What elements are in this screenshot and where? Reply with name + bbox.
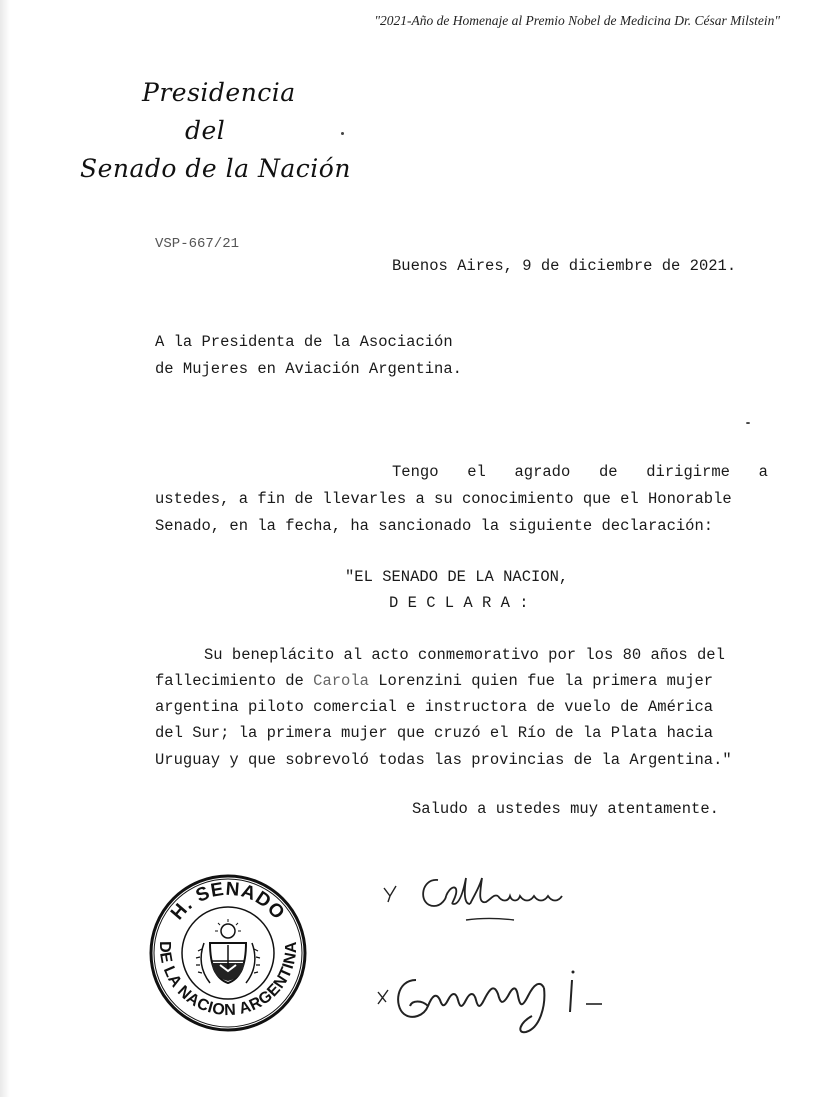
declaration-heading: "EL SENADO DE LA NACION, [345, 568, 569, 586]
letterhead-line-3: Senado de la Nación [80, 154, 351, 183]
stray-mark [341, 132, 344, 135]
senate-seal [148, 873, 308, 1033]
intro-word: agrado [514, 463, 571, 481]
text-segment: Lorenzini quien fue la primera mujer [368, 672, 714, 690]
seal-text-top: H. SENADO [166, 878, 289, 925]
closing-line: Saludo a ustedes muy atentamente. [412, 800, 719, 818]
letterhead-line-1: Presidencia [142, 78, 296, 107]
intro-word: a [758, 463, 768, 481]
intro-line-1 [392, 463, 768, 481]
reference-number: VSP-667/21 [155, 236, 240, 252]
declaration-body-line-1: Su beneplácito al acto conmemorativo por los 80 años del [204, 646, 725, 664]
highlighted-name: Carola [313, 672, 369, 690]
intro-word: Tengo [392, 463, 439, 481]
intro-word: de [598, 463, 618, 481]
header-motto: "2021-Año de Homenaje al Premio Nobel de Medicina Dr. César Milstein" [374, 13, 780, 28]
text-segment: fallecimiento de [155, 672, 314, 690]
signature-1 [380, 868, 590, 938]
page-edge-shadow [0, 0, 10, 1097]
declaration-verb: D E C L A R A : [389, 594, 529, 612]
addressee-line-1: A la Presidenta de la Asociación [155, 333, 453, 351]
letterhead-line-2: del [185, 116, 226, 145]
addressee-line-2: de Mujeres en Aviación Argentina. [155, 360, 462, 378]
seal-text-bottom: DE LA NACION ARGENTINA [155, 941, 301, 1020]
declaration-body-line-2 [155, 672, 713, 690]
intro-line-3: Senado, en la fecha, ha sancionado la siguiente declaración: [155, 517, 714, 535]
declaration-body-line-5: Uruguay y que sobrevoló todas las provincias de la Argentina." [155, 751, 732, 769]
declaration-body-line-4: del Sur; la primera mujer que cruzó el Río de la Plata hacia [155, 724, 714, 742]
intro-word: dirigirme [646, 463, 730, 481]
intro-line-2: ustedes, a fin de llevarles a su conocimiento que el Honorable [155, 490, 732, 508]
coat-of-arms-icon [196, 919, 260, 983]
signature-2 [376, 966, 626, 1038]
svg-text:H. SENADO [167, 879, 289, 924]
intro-word: el [467, 463, 486, 481]
stray-mark [746, 422, 750, 424]
date-line: Buenos Aires, 9 de diciembre de 2021. [392, 257, 737, 275]
declaration-body-line-3: argentina piloto comercial e instructora de vuelo de América [155, 698, 714, 716]
